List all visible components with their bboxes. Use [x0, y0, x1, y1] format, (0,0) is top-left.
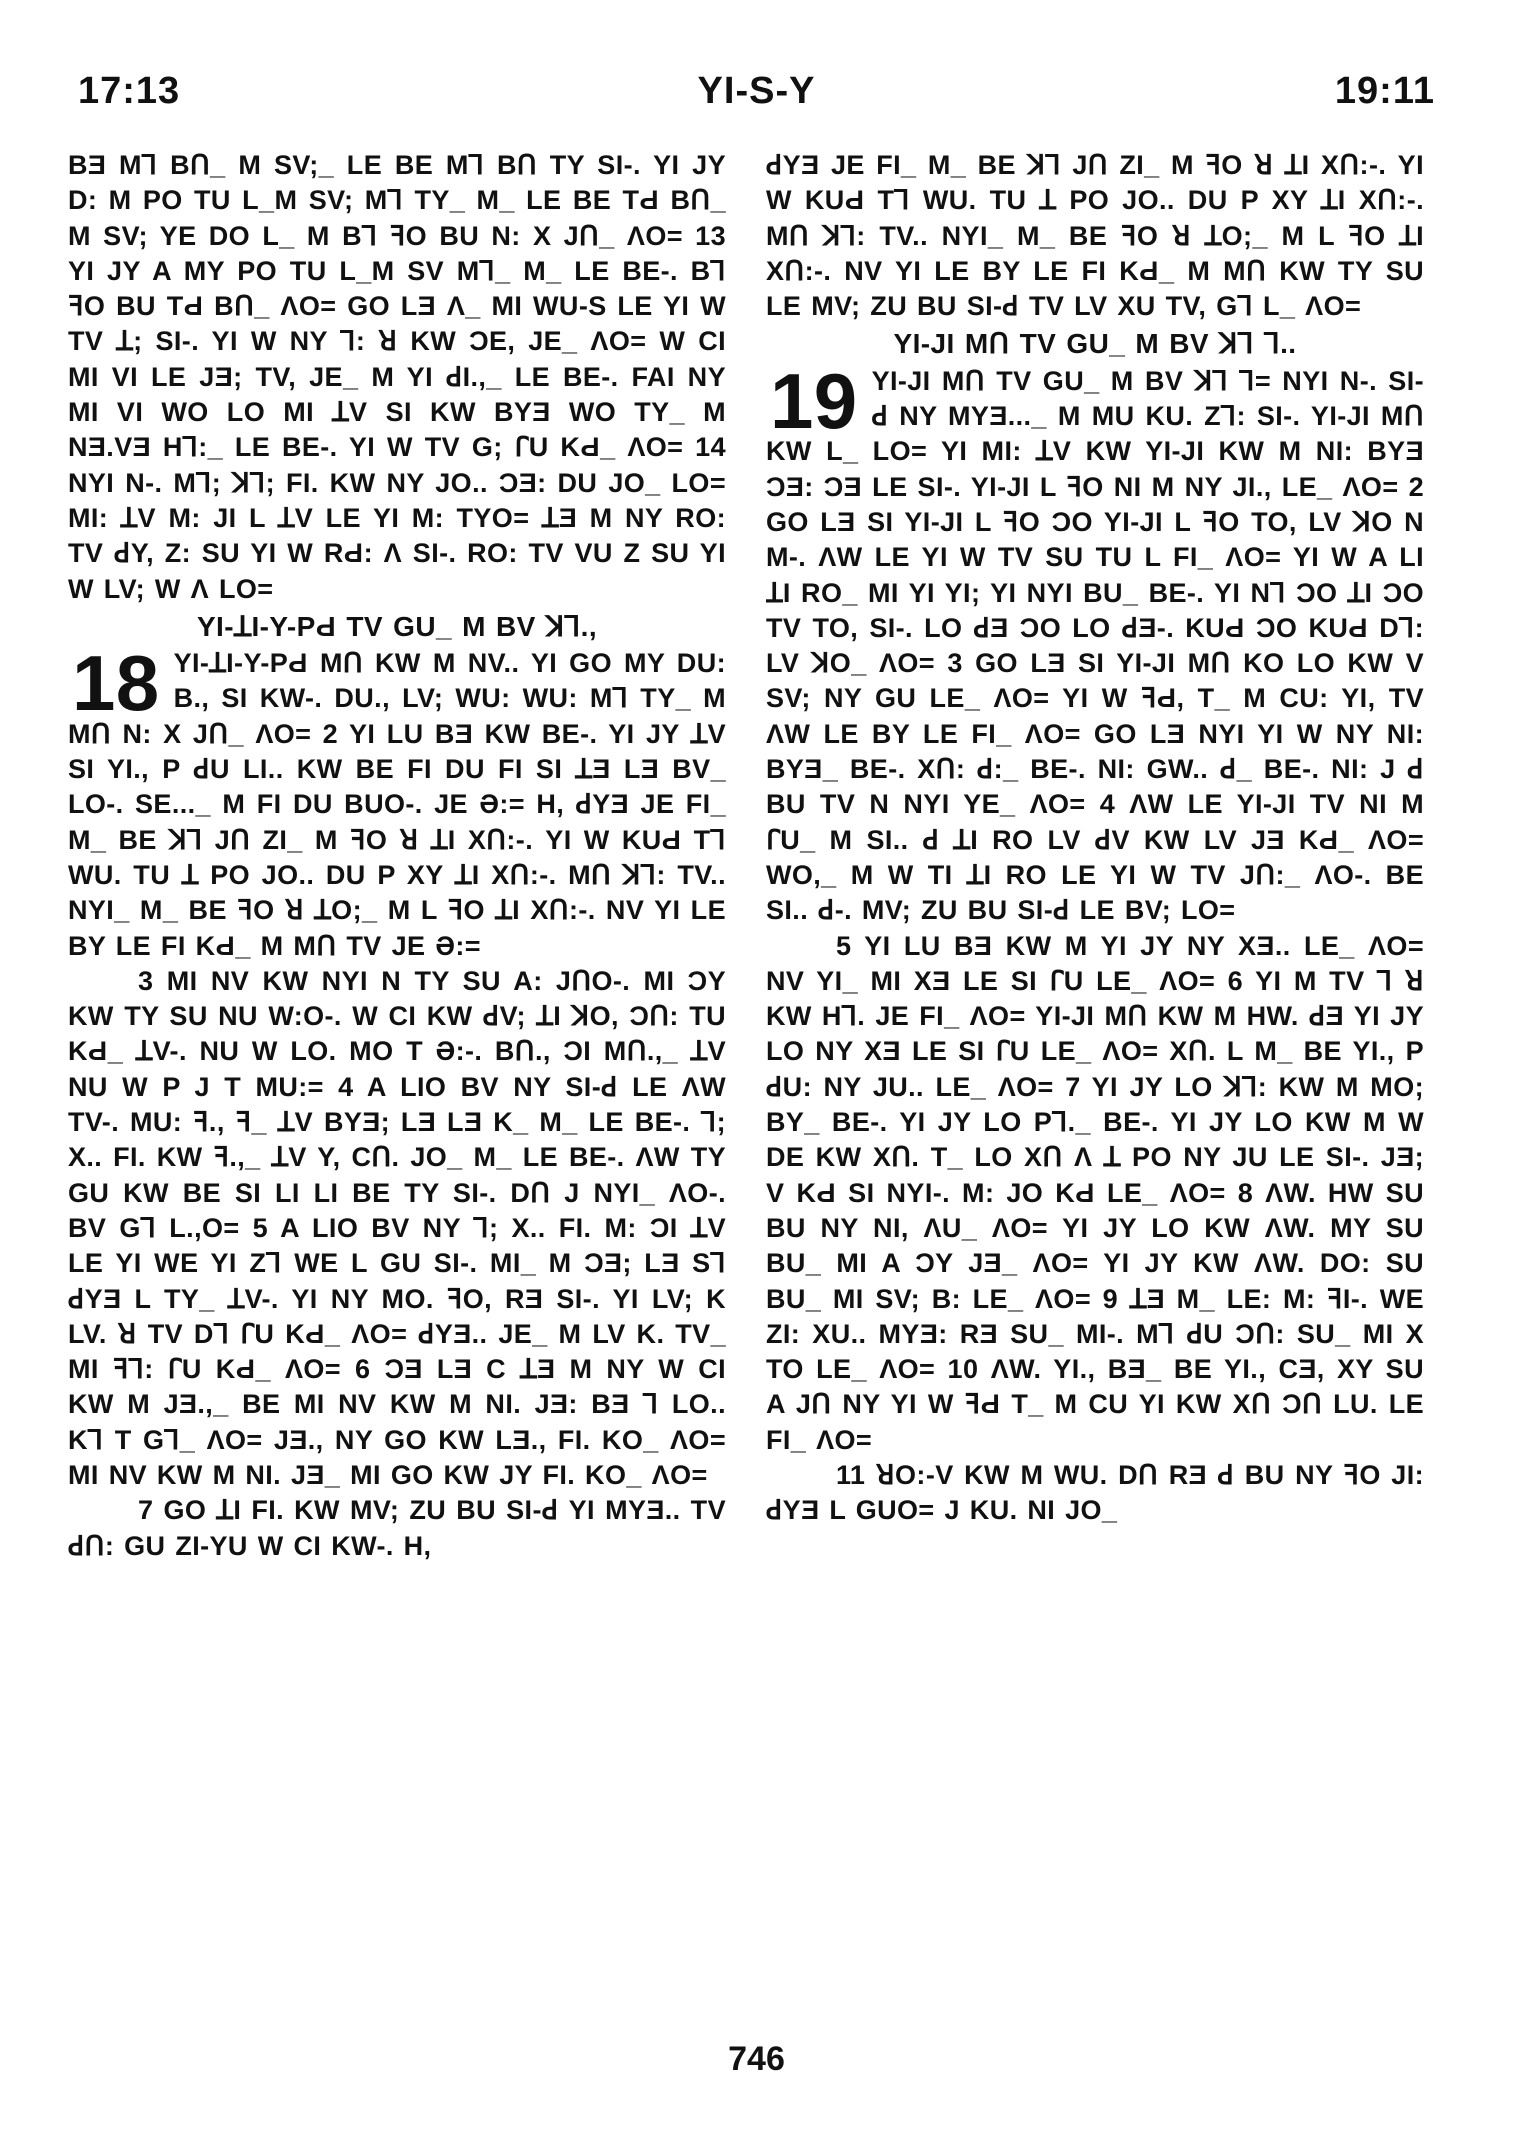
page-number: 746: [728, 2040, 785, 2078]
left-column: [68, 148, 726, 2008]
right-paragraph-1: ꓒYƎ JE FI_ M_ BE ꓘꓶ JՈ ZI_ M ꟻO ꓤ ꓕI XՈ:-. YI W KUԀ Tꓶ WU. TU ꓕ PO JO.. DU P XY ꓕI XՈ:-. MՈ ꓘꓶ: TV.. NYI_ M_ BE ꟻO ꓤ ꓕO;_ M L ꟻO ꓕI XՈ:-. NV YI LE BY LE FI KԀ_ M MՈ KW TY SU LE MV; ZU BU SI-ꓒ TV LV XU TV, Gꓶ L_ ΛO=: [766, 150, 1424, 322]
chapter-18-block: [68, 646, 726, 964]
left-paragraph-verse-3: 3 MI NV KW NYI N TY SU A: JՈO-. MI ƆY KW TY SU NU W:O-. W CI KW ꓒV; ꓕI ꓘO, ƆՈ: TU KԀ_ ꓕV-. NU W LO. MO T Ә:-. BՈ., ƆI MՈ.,_ ꓕV NU W P J T MU:= 4 A LIO BV NY SI-ꓒ LE ΛW TV-. MU: ꟻ., ꟻ_ ꓕV BYƎ; LƎ LƎ K_ M_ LE BE-. ꓶ; X.. FI. KW ꟻ.,_ ꓕV Y, CՈ. JO_ M_ LE BE-. ΛW TY GU KW BE SI LI LI BE TY SI-. DՈ J NYI_ ΛO-. BV Gꓶ L.,O= 5 A LIO BV NY ꓶ; X.. FI. M: ƆI ꓕV LE YI WE YI Zꓶ WE L GU SI-. MI_ M ƆƎ; LƎ Sꓶ ꓒYƎ L TY_ ꓕV-. YI NY MO. ꟻO, RƎ SI-. YI LV; K LV. ꓤ TV Dꓶ ꓩU KԀ_ ΛO= ꓒYƎ.. JE_ M LV K. TV_ MI ꟻꓶ: ꓩU KԀ_ ΛO= 6 ƆƎ LƎ C ꓕƎ M NY W CI KW M JƎ.,_ BE MI NV KW M NI. JƎ: BƎ ꓶ LO.. Kꓶ T Gꓶ_ ΛO= JƎ., NY GO KW LƎ., FI. KO_ ΛO= MI NV KW M NI. JƎ_ MI GO KW JY FI. KO_ ΛO=: [68, 965, 726, 1490]
chapter-19-heading: YI-JI MՈ TV GU_ M BV ꓘꓶ ꓶ..: [893, 328, 1297, 360]
chapter-19-paragraph: YI-JI MՈ TV GU_ M BV ꓘꓶ ꓶ= NYI N-. SI-ꓒ NY MYƎ..._ M MU KU. Zꓶ: SI-. YI-JI MՈ KW L_ LO= YI MI: ꓕV KW YI-JI KW M NI: BYƎ ƆƎ: ƆƎ LE SI-. YI-JI L ꟻO NI M NY JI., LE_ ΛO= 2 GO LƎ SI YI-JI L ꟻO ƆO YI-JI L ꟻO TO, LV ꓘO N M-. ΛW LE YI W TV SU TU L FI_ ΛO= YI W A LI ꓕI RO_ MI YI YI; YI NYI BU_ BE-. YI Nꓶ ƆO ꓕI ƆO TV TO, SI-. LO ꓒƎ ƆO LO ꓒƎ-. KUԀ ƆO KUԀ Dꓶ: LV ꓘO_ ΛO= 3 GO LƎ SI YI-JI MՈ KO LO KW V SV; NY GU LE_ ΛO= YI W ꟻԀ, T_ M CU: YI, TV ΛW LE BY LE FI_ ΛO= GO LƎ NYI YI W NY NI: BYƎ_ BE-. XՈ: ꓒ:_ BE-. NI: GW.. ꓒ_ BE-. NI: J ꓒ BU TV N NYI YE_ ΛO= 4 ΛW LE YI-JI TV NI M ꓩU_ M SI.. ꓒ ꓕI RO LV ꓒV KW LV JƎ KԀ_ ΛO= WO,_ M W TI ꓕI RO LE YI W TV JՈ:_ ΛO-. BE SI.. ꓒ-. MV; ZU BU SI-ꓒ LE BV; LO=: [766, 365, 1424, 926]
header-book-title: YI-S-Y: [697, 70, 816, 112]
right-column: [766, 148, 1424, 2008]
header-right-reference: 19:11: [1334, 70, 1435, 112]
right-paragraph-verse-5: 5 YI LU BƎ KW M YI JY NY XƎ.. LE_ ΛO= NV YI_ MI XƎ LE SI ꓩU LE_ ΛO= 6 YI M TV ꓶ ꓤ KW Hꓶ. JE FI_ ΛO= YI-JI MՈ KW M HW. ꓒƎ YI JY LO NY XƎ LE SI ꓩU LE_ ΛO= XՈ. L M_ BE YI., P ꓒU: NY JU.. LE_ ΛO= 7 YI JY LO ꓘꓶ: KW M MO; BY_ BE-. YI JY LO Pꓶ._ BE-. YI JY LO KW M W DE KW XՈ. T_ LO XՈ Λ ꓕ PO NY JU LE SI-. JƎ; V KԀ SI NYI-. M: JO KԀ LE_ ΛO= 8 ΛW. HW SU BU NY NI, ΛU_ ΛO= YI JY LO KW ΛW. MY SU BU_ MI A ƆY JƎ_ ΛO= YI JY KW ΛW. DO: SU BU_ MI SV; B: LE_ ΛO= 9 ꓕƎ M_ LE: M: ꟻI-. WE ZI: XU.. MYƎ: RƎ SU_ MI-. Mꓶ ꓒU ƆՈ: SU_ MI X TO LE_ ΛO= 10 ΛW. YI., BƎ_ BE YI., CƎ, XY SU A JՈ NY YI W ꟻԀ T_ M CU YI KW XՈ ƆՈ LU. LE FI_ ΛO=: [766, 930, 1424, 1455]
header-left-reference: 17:13: [78, 70, 181, 112]
page-header: [78, 70, 1435, 120]
chapter-19-block: [766, 364, 1424, 929]
chapter-number-19: 19: [770, 363, 858, 445]
chapter-18-paragraph: YI-ꓕI-Y-PԀ MՈ KW M NV.. YI GO MY DU: B., SI KW-. DU., LV; WU: WU: Mꓶ TY_ M MՈ N: X JՈ_ ΛO= 2 YI LU BƎ KW BE-. YI JY ꓕV SI YI., P ꓒU LI.. KW BE FI DU FI SI ꓕƎ LƎ BV_ LO-. SE..._ M FI DU BUO-. JE Ә:= H, ꓒYƎ JE FI_ M_ BE ꓘꓶ JՈ ZI_ M ꟻO ꓤ ꓕI XՈ:-. YI W KUԀ Tꓶ WU. TU ꓕ PO JO.. DU P XY ꓕI XՈ:-. MՈ ꓘꓶ: TV.. NYI_ M_ BE ꟻO ꓤ ꓕO;_ M L ꟻO ꓕI XՈ:-. NV YI LE BY LE FI KԀ_ M MՈ TV JE Ә:=: [68, 648, 726, 961]
left-paragraph-1: BƎ Mꓶ BՈ_ M SV;_ LE BE Mꓶ BՈ TY SI-. YI JY D: M PO TU L_M SV; Mꓶ TY_ M_ LE BE TԀ BՈ_ M SV; YE DO L_ M Bꓶ ꟻO BU N: X JՈ_ ΛO= 13 YI JY A MY PO TU L_M SV Mꓶ_ M_ LE BE-. Bꓶ ꟻO BU TԀ BՈ_ ΛO= GO LƎ Λ_ MI WU-S LE YI W TV ꓕ; SI-. YI W NY ꓶ: ꓤ KW ƆE, JE_ ΛO= W CI MI VI LE JƎ; TV, JE_ M YI ꓒI.,_ LE BE-. FAI NY MI VI WO LO MI ꓕV SI KW BYƎ WO TY_ M NƎ.VƎ Hꓶ:_ LE BE-. YI W TV G; ꓩU KԀ_ ΛO= 14 NYI N-. Mꓶ; ꓘꓶ; FI. KW NY JO.. ƆƎ: DU JO_ LO= MI: ꓕV M: JI L ꓕV LE YI M: TYO= ꓕƎ M NY RO: TV ꓒY, Z: SU YI W RԀ: Λ SI-. RO: TV VU Z SU YI W LV; W Λ LO=: [68, 150, 726, 604]
left-paragraph-verse-7: 7 GO ꓕI FI. KW MV; ZU BU SI-ꓒ YI MYƎ.. TV ꓒՈ: GU ZI-YU W CI KW-. H,: [68, 1495, 726, 1561]
right-paragraph-verse-11: 11 ꓤO:-V KW M WU. DՈ RƎ ꓒ BU NY ꟻO JI: ꓒYƎ L GUO= J KU. NI JO_: [766, 1459, 1424, 1526]
chapter-number-18: 18: [72, 646, 160, 728]
chapter-18-heading: YI-ꓕI-Y-PԀ TV GU_ M BV ꓘꓶ.,: [196, 610, 598, 642]
